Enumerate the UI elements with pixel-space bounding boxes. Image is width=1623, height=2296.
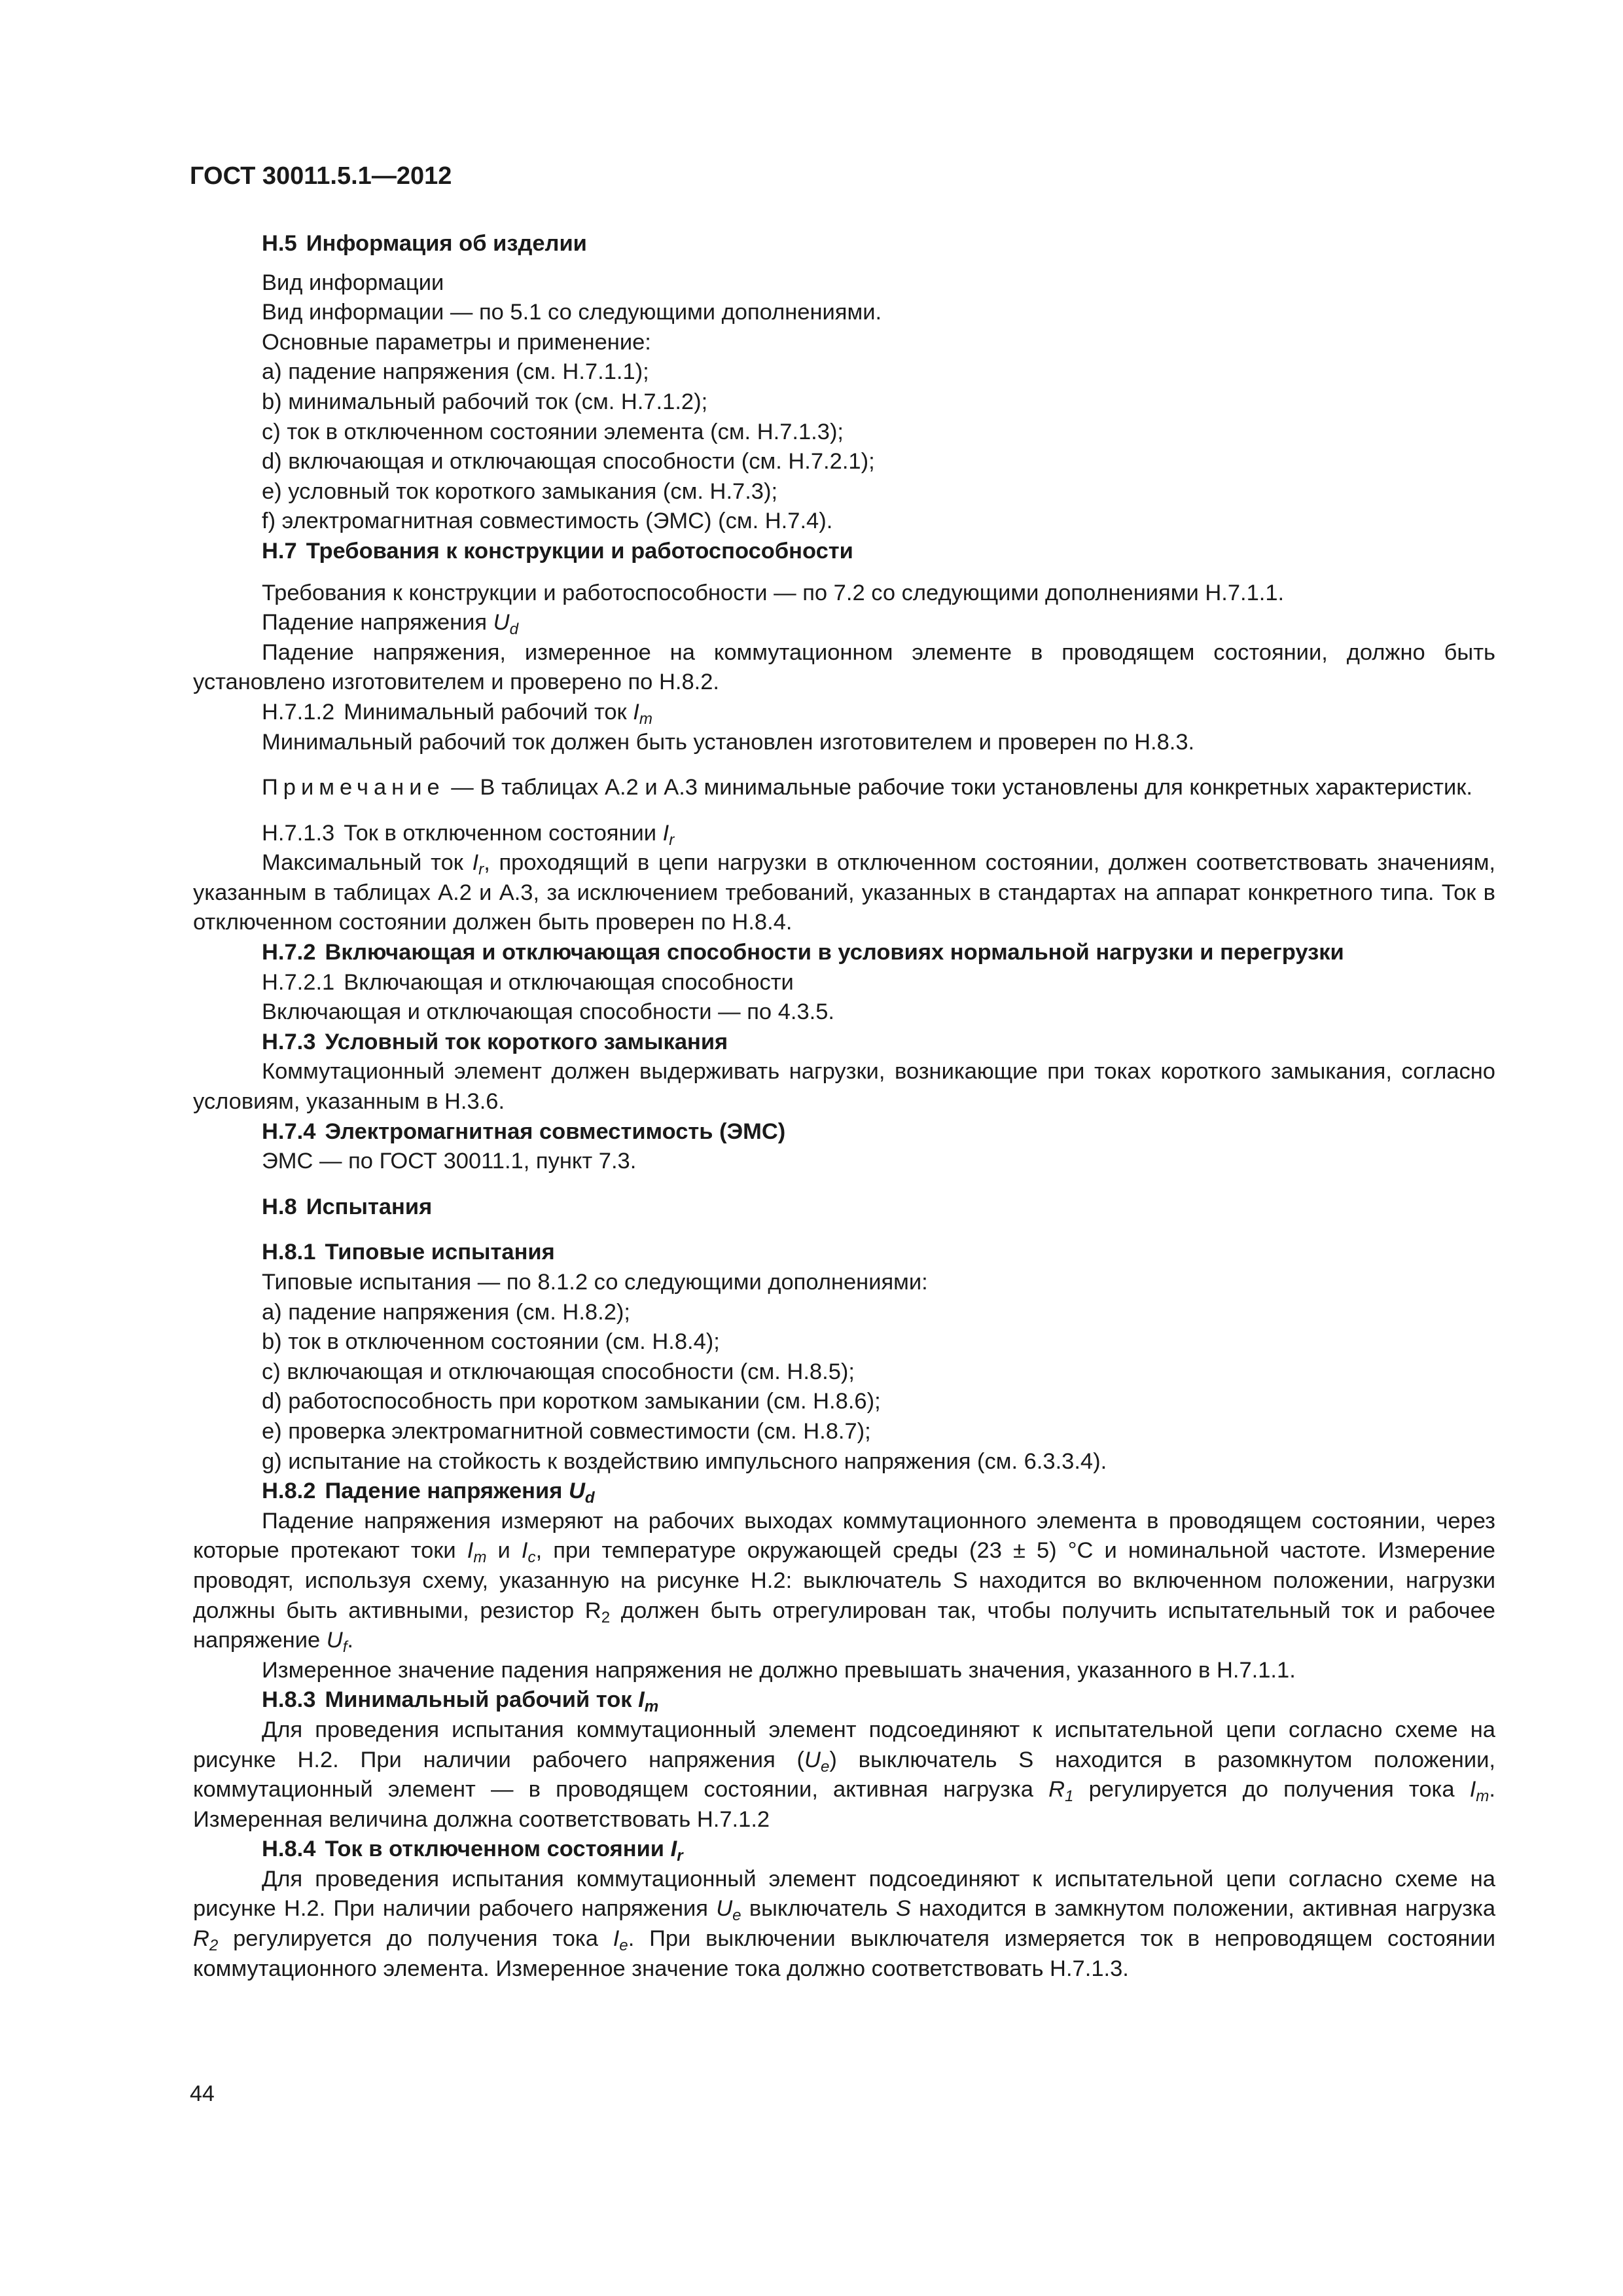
section-h8-heading: [193, 1193, 1495, 1223]
page-number: 44: [190, 2081, 215, 2106]
subsection-heading: H.8.3 Минимальный рабочий ток $I_m$: [262, 1687, 659, 1716]
paragraph: Коммутационный элемент должен выдерживать нагрузки, возникающие при токах короткого замыкания, согласно условиям, указанным в H.3.6.: [193, 1059, 1495, 1115]
paragraph: Для проведения испытания коммутационный элемент подсоединяют к испытательной цепи согласно схеме на рисунке H.2. При наличии рабочего напряжения $(U_e)$ выключатель S находится в разомкнутом положении, коммутационный элемент — в проводящем состоянии, активная нагрузка $R_1$ регулируется до получения тока $I_m$. Измеренная величина должна соответствовать H.7.1.2: [193, 1717, 1495, 1832]
section-number: H.5: [262, 231, 297, 256]
list-item: d) включающая и отключающая способности (см. H.7.2.1);: [262, 449, 875, 475]
symbol: U: [493, 610, 510, 636]
subsection-title: H.7.1.2 Минимальный рабочий ток $I_m$: [262, 699, 652, 728]
paragraph: Вид информации — по 5.1 со следующими дополнениями.: [262, 300, 882, 325]
paragraph: Измеренное значение падения напряжения не должно превышать значения, указанного в H.7.1.1.: [262, 1657, 1296, 1683]
list-item: b) ток в отключенном состоянии (см. H.8.4);: [262, 1329, 720, 1355]
list-item: e) проверка электромагнитной совместимости (см. H.8.7);: [262, 1418, 871, 1444]
subsection-title: Падение напряжения $U_d$: [262, 610, 519, 639]
list-item: а) падение напряжения (см. H.7.1.1);: [262, 359, 649, 385]
section-number: H.7: [262, 538, 297, 564]
list-item: d) работоспособность при коротком замыкании (см. H.8.6);: [262, 1389, 881, 1414]
section-h7-heading: [193, 537, 1495, 567]
section-title: Требования к конструкции и работоспособности: [306, 538, 853, 564]
section-title: Информация об изделии: [306, 231, 587, 256]
subsection-heading: H.8.2 Падение напряжения $U_d$: [262, 1479, 595, 1507]
list-item: e) условный ток короткого замыкания (см. H.7.3);: [262, 478, 778, 504]
section-title: Испытания: [306, 1194, 433, 1219]
paragraph: Минимальный рабочий ток должен быть установлен изготовителем и проверен по H.8.3.: [262, 729, 1195, 755]
paragraph: ЭМС — по ГОСТ 30011.1, пункт 7.3.: [262, 1149, 637, 1174]
subsection-heading: H.7.4 Электромагнитная совместимость (ЭМС): [262, 1119, 786, 1144]
subsection-heading: H.8.1 Типовые испытания: [262, 1240, 555, 1265]
list-item: b) минимальный рабочий ток (см. H.7.1.2);: [262, 389, 708, 414]
paragraph: Типовые испытания — по 8.1.2 со следующими дополнениями:: [262, 1270, 928, 1295]
subsection-heading: H.7.2 Включающая и отключающая способности в условиях нормальной нагрузки и перегрузки: [262, 940, 1344, 965]
document-header: ГОСТ 30011.5.1—2012: [190, 162, 452, 190]
subsection-heading: H.7.3 Условный ток короткого замыкания: [262, 1029, 728, 1054]
paragraph: Падение напряжения измеряют на рабочих выходах коммутационного элемента в проводящем состоянии, через которые протекают токи $I_m$ и $I_c$, при температуре окружающей среды (23 ± 5) °С и номинальной частоте. Измерение проводят, используя схему, указанную на рисунке H.2: выключатель S находится во включенном положении, нагрузки должны быть активными, резистор $R_2$ должен быть отрегулирован так, чтобы получить испытательный ток и рабочее напряжение $U_f$.: [193, 1508, 1495, 1657]
list-item: c) ток в отключенном состоянии элемента (см. H.7.1.3);: [262, 419, 844, 444]
subsection-title: H.7.2.1 Включающая и отключающая способности: [262, 969, 794, 995]
subsection-title: H.7.1.3 Ток в отключенном состоянии $I_r$: [262, 820, 675, 849]
paragraph: Включающая и отключающая способности — по 4.3.5.: [262, 999, 835, 1025]
paragraph: Основные параметры и применение:: [262, 329, 651, 355]
paragraph: Падение напряжения, измеренное на коммутационном элементе в проводящем состоянии, должно быть установлено изготовителем и проверено по H.8.2.: [193, 639, 1495, 695]
paragraph: Вид информации: [262, 270, 444, 295]
symbol-subscript: d: [509, 620, 519, 639]
list-item: c) включающая и отключающая способности (см. H.8.5);: [262, 1359, 855, 1384]
list-item: а) падение напряжения (см. H.8.2);: [262, 1299, 630, 1325]
note: Примечание — В таблицах А.2 и А.3 минимальные рабочие токи установлены для конкретных характеристик.: [262, 775, 1472, 800]
paragraph: Максимальный ток $I_r$, проходящий в цепи нагрузки в отключенном состоянии, должен соответствовать значениям, указанным в таблицах А.2 и А.3, за исключением требований, указанных в стандартах на аппарат конкретного типа. Ток в отключенном состоянии должен быть проверен по H.8.4.: [193, 850, 1495, 935]
list-item: g) испытание на стойкость к воздействию импульсного напряжения (см. 6.3.3.4).: [262, 1448, 1107, 1474]
subsection-heading: H.8.4 Ток в отключенном состоянии $I_r$: [262, 1837, 683, 1865]
section-h5-heading: [193, 229, 1495, 259]
note-label: Примечание: [262, 775, 445, 800]
list-item: f) электромагнитная совместимость (ЭМС) (см. H.7.4).: [262, 509, 833, 534]
section-number: H.8: [262, 1194, 297, 1219]
page-body: [193, 229, 1495, 1984]
paragraph: Требования к конструкции и работоспособности — по 7.2 со следующими дополнениями H.7.1.1.: [262, 580, 1285, 605]
paragraph: Для проведения испытания коммутационный элемент подсоединяют к испытательной цепи согласно схеме на рисунке H.2. При наличии рабочего напряжения $U_e$ выключатель S находится в замкнутом положении, активная нагрузка $R_2$ регулируется до получения тока $I_e$. При выключении выключателя измеряется ток в непроводящем состоянии коммутационного элемента. Измеренное значение тока должно соответствовать H.7.1.3.: [193, 1866, 1496, 1981]
